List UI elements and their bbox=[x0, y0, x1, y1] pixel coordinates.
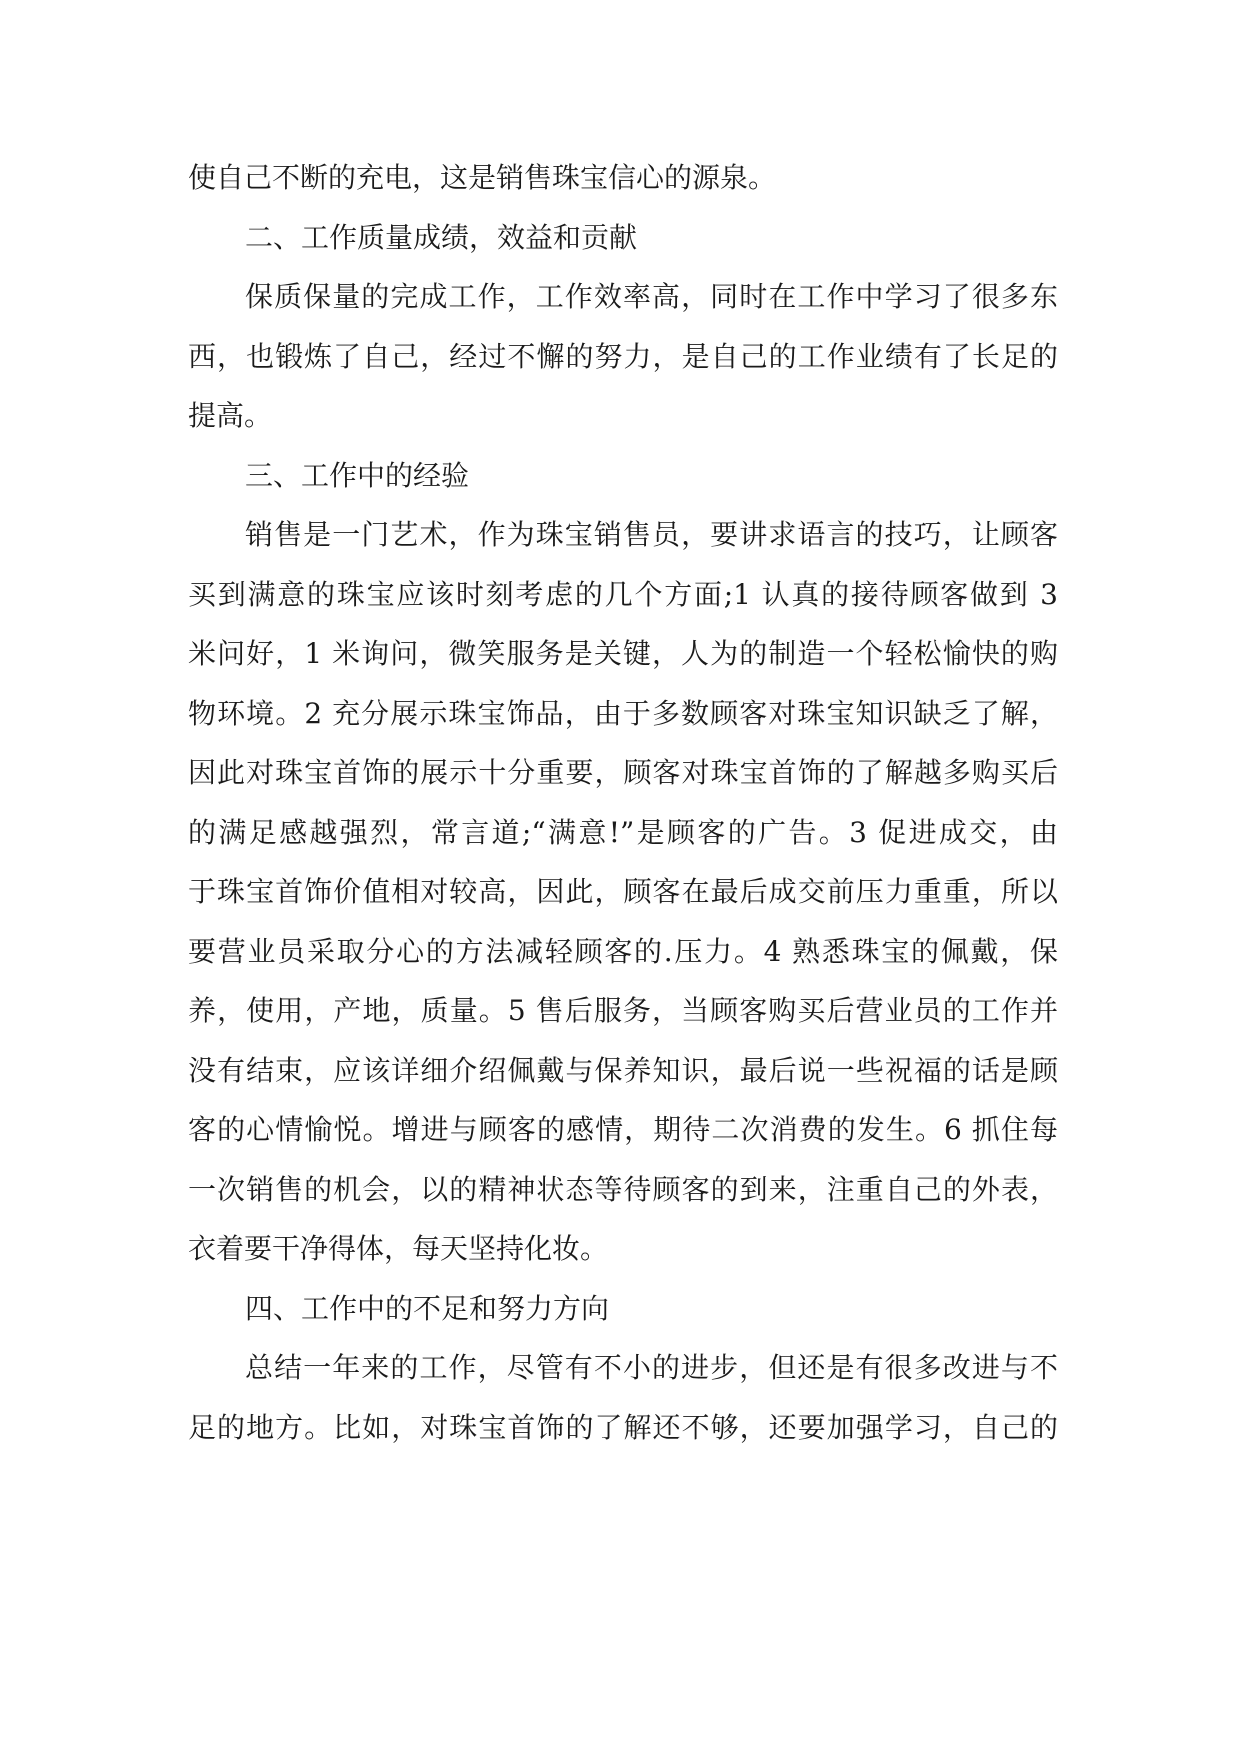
text-line: 衣着要干净得体，每天坚持化妆。 bbox=[188, 1232, 609, 1265]
section-heading-2: 二、工作质量成绩，效益和贡献 bbox=[245, 220, 638, 254]
text-line: 客的心情愉悦。增进与顾客的感情，期待二次消费的发生。6 抓住每 bbox=[188, 1113, 1058, 1146]
text-line: 销售是一门艺术，作为珠宝销售员，要讲求语言的技巧，让顾客 bbox=[245, 518, 1058, 551]
text-line: 的满足感越强烈，常言道;“满意!”是顾客的广告。3 促进成交，由 bbox=[188, 815, 1058, 849]
text-line: 足的地方。比如，对珠宝首饰的了解还不够，还要加强学习，自己的 bbox=[188, 1410, 1058, 1444]
text-line: 物环境。2 充分展示珠宝饰品，由于多数顾客对珠宝知识缺乏了解， bbox=[188, 696, 1058, 730]
text-line: 提高。 bbox=[188, 399, 273, 432]
text-line: 西，也锻炼了自己，经过不懈的努力，是自己的工作业绩有了长足的 bbox=[188, 339, 1058, 373]
text-line: 要营业员采取分心的方法减轻顾客的.压力。4 熟悉珠宝的佩戴，保 bbox=[188, 934, 1058, 968]
text-line: 使自己不断的充电，这是销售珠宝信心的源泉。 bbox=[188, 161, 777, 194]
document-body bbox=[188, 148, 1058, 1457]
text-line: 于珠宝首饰价值相对较高，因此，顾客在最后成交前压力重重，所以 bbox=[188, 875, 1058, 908]
text-line: 总结一年来的工作，尽管有不小的进步，但还是有很多改进与不 bbox=[245, 1351, 1058, 1384]
text-line: 保质保量的完成工作，工作效率高，同时在工作中学习了很多东 bbox=[245, 280, 1058, 313]
text-line: 养，使用，产地，质量。5 售后服务，当顾客购买后营业员的工作并 bbox=[188, 994, 1058, 1027]
text-line: 米问好，1 米询问，微笑服务是关键，人为的制造一个轻松愉快的购 bbox=[188, 637, 1058, 670]
text-line: 一次销售的机会，以的精神状态等待顾客的到来，注重自己的外表， bbox=[188, 1172, 1058, 1206]
text-line: 因此对珠宝首饰的展示十分重要，顾客对珠宝首饰的了解越多购买后 bbox=[188, 756, 1058, 789]
section-heading-4: 四、工作中的不足和努力方向 bbox=[245, 1291, 610, 1325]
text-line: 买到满意的珠宝应该时刻考虑的几个方面;1 认真的接待顾客做到 3 bbox=[188, 577, 1058, 611]
text-line: 没有结束，应该详细介绍佩戴与保养知识，最后说一些祝福的话是顾 bbox=[188, 1053, 1058, 1087]
section-heading-3: 三、工作中的经验 bbox=[245, 458, 470, 492]
